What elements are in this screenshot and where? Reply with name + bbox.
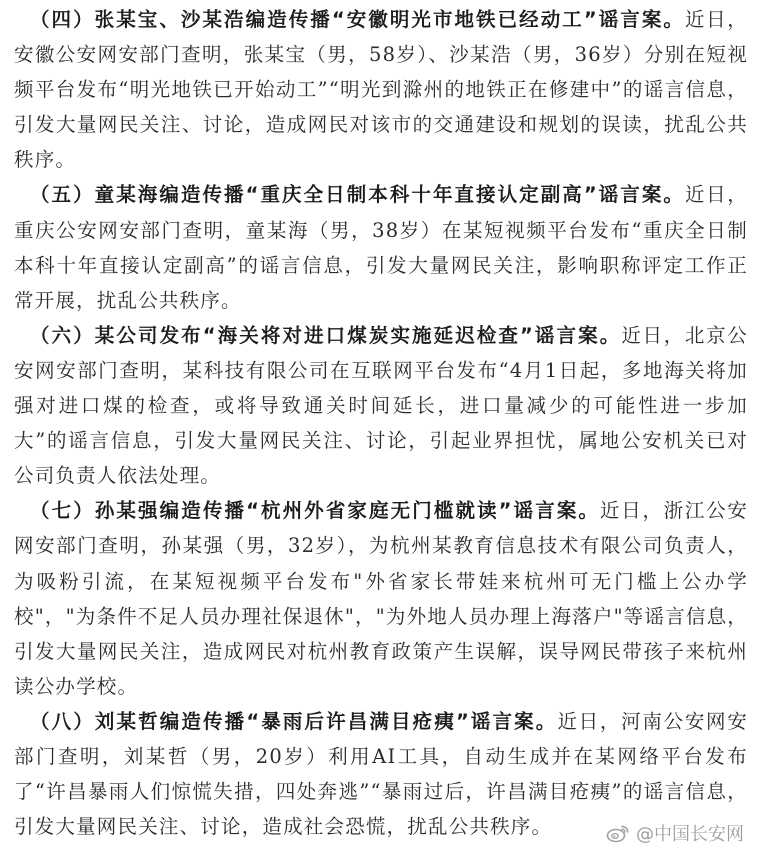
case-heading: （八）刘某哲编造传播“暴雨后许昌满目疮痍”谣言案。 xyxy=(30,709,558,733)
case-heading: （七）孙某强编造传播“杭州外省家庭无门槛就读”谣言案。 xyxy=(30,499,601,523)
paragraph-case-7 xyxy=(14,493,748,704)
case-heading: （五）童某海编造传播“重庆全日制本科十年直接认定副高”谣言案。 xyxy=(30,183,685,207)
case-body: 近日，北京公安网安部门查明，某科技有限公司在互联网平台发布“4月1日起，多地海关将加强对进口煤的检查，或将导致通关时间延长，进口量减少的可能性进一步加大”的谣言信息，引发大量网民关注、讨论，引起业界担忧，属地公安机关已对公司负责人依法处理。 xyxy=(14,323,748,488)
case-body: 近日，浙江公安网安部门查明，孙某强（男，32岁），为杭州某教育信息技术有限公司负责人，为吸粉引流，在某短视频平台发布"外省家长带娃来杭州可无门槛上公办学校"，"为条件不足人员办理社保退休"，"为外地人员办理上海落户"等谣言信息，引发大量网民关注，造成网民对杭州教育政策产生误解，误导网民带孩子来杭州读公办学校。 xyxy=(14,499,748,698)
source-watermark xyxy=(606,820,744,846)
case-heading: （六）某公司发布“海关将对进口煤炭实施延迟检查”谣言案。 xyxy=(30,323,622,347)
case-heading: （四）张某宝、沙某浩编造传播“安徽明光市地铁已经动工”谣言案。 xyxy=(30,8,685,31)
case-body: 近日，河南公安网安部门查明，刘某哲（男，20岁）利用AI工具，自动生成并在某网络平台发布了“许昌暴雨人们惊慌失措，四处奔逃”“暴雨过后，许昌满目疮痍”的谣言信息，引发大量网民关注、讨论，造成社会恐慌，扰乱公共秩序。 xyxy=(14,709,748,839)
paragraph-case-5 xyxy=(14,177,748,317)
weibo-icon xyxy=(606,823,630,843)
case-body: 近日，安徽公安网安部门查明，张某宝（男，58岁）、沙某浩（男，36岁）分别在短视频平台发布“明光地铁已开始动工”“明光到滁州的地铁正在修建中”的谣言信息，引发大量网民关注、讨论，造成网民对该市的交通建设和规划的误读，扰乱公共秩序。 xyxy=(14,8,749,172)
case-body: 近日，重庆公安网安部门查明，童某海（男，38岁）在某短视频平台发布“重庆全日制本科十年直接认定副高”的谣言信息，引发大量网民关注，影响职称评定工作正常开展，扰乱公共秩序。 xyxy=(14,183,749,312)
watermark-text: @中国长安网 xyxy=(636,824,744,845)
paragraph-case-6 xyxy=(14,318,748,493)
paragraph-case-4 xyxy=(14,2,748,177)
